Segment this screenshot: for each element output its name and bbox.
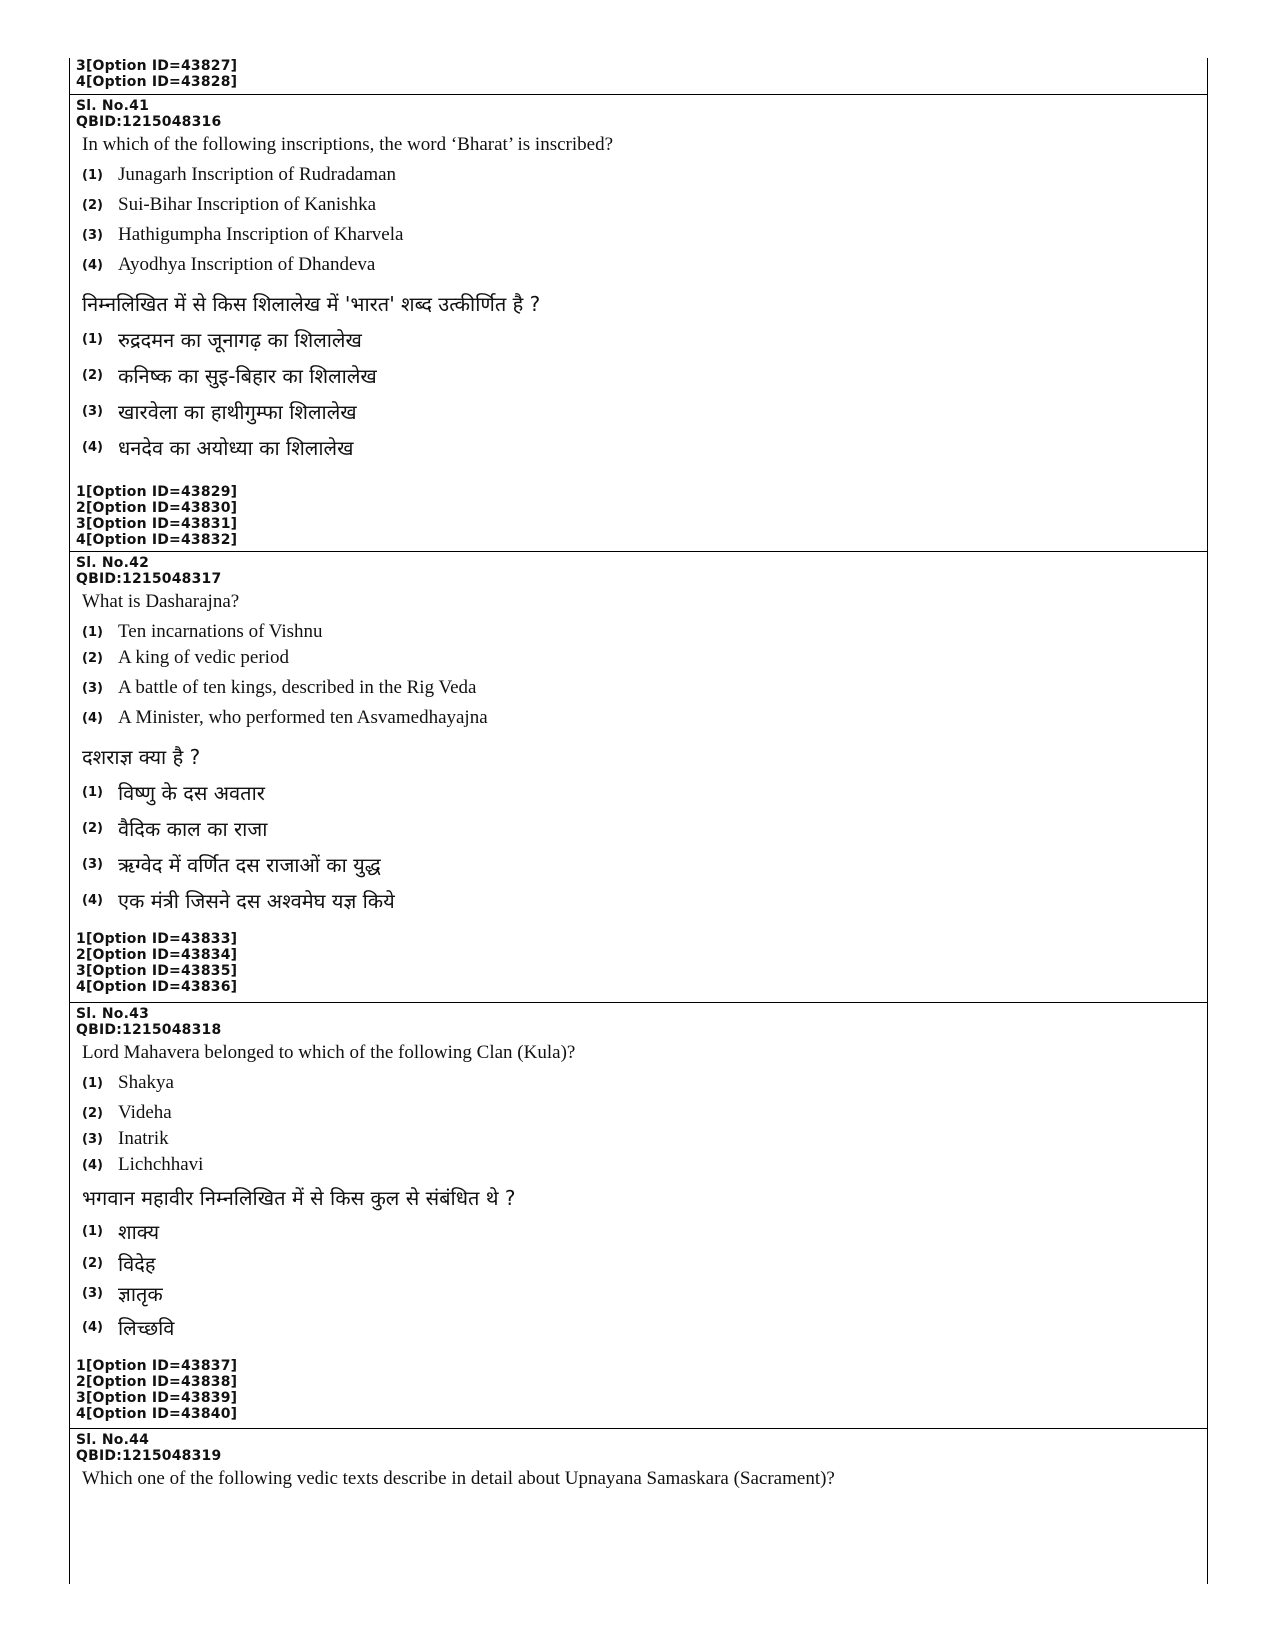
option-en-4 <box>82 707 488 729</box>
option-en-2 <box>82 194 376 216</box>
option-en-4 <box>82 1154 203 1176</box>
question-separator <box>70 1002 1207 1003</box>
option-number: (1) <box>82 332 103 347</box>
option-hi-1 <box>82 326 362 353</box>
option-id-line: 1[Option ID=43829] <box>76 484 238 500</box>
question-text-en: In which of the following inscriptions, the word ‘Bharat’ is inscribed? <box>82 134 613 155</box>
option-text: A Minister, who performed ten Asvamedhayajna <box>118 707 488 728</box>
option-en-3 <box>82 1128 169 1150</box>
option-hi-4 <box>82 1314 174 1341</box>
option-text: Lichchhavi <box>118 1154 204 1175</box>
question-text-hi: भगवान महावीर निम्नलिखित में से किस कुल से संबंधित थे ? <box>82 1186 516 1210</box>
question-text-en: Lord Mahavera belonged to which of the following Clan (Kula)? <box>82 1042 576 1063</box>
option-en-1 <box>82 621 323 643</box>
option-hi-2 <box>82 362 377 389</box>
option-number: (2) <box>82 1105 103 1121</box>
option-text: Junagarh Inscription of Rudradaman <box>118 164 397 185</box>
option-hi-3 <box>82 398 357 425</box>
option-number: (2) <box>82 368 103 383</box>
option-id-line: 2[Option ID=43834] <box>76 947 238 963</box>
option-text: A king of vedic period <box>118 647 289 668</box>
option-number: (2) <box>82 821 103 836</box>
option-id-line: 4[Option ID=43832] <box>76 532 238 548</box>
option-id-line: 3[Option ID=43835] <box>76 963 238 979</box>
option-number: (3) <box>82 857 103 872</box>
option-id-line: 3[Option ID=43839] <box>76 1390 238 1406</box>
option-hi-1 <box>82 1218 159 1245</box>
option-number: (2) <box>82 1256 103 1271</box>
option-hi-4 <box>82 434 353 461</box>
option-number: (3) <box>82 227 103 243</box>
option-id-line: 4[Option ID=43840] <box>76 1406 238 1422</box>
question-text-hi: दशराज्ञ क्या है ? <box>82 745 201 769</box>
option-en-1 <box>82 164 396 186</box>
option-number: (3) <box>82 680 103 696</box>
question-text-en: Which one of the following vedic texts describe in detail about Upnayana Samaskara (Sacrament)? <box>82 1468 835 1489</box>
question-separator <box>70 551 1207 552</box>
option-en-3 <box>82 224 403 246</box>
option-hi-1 <box>82 779 265 806</box>
option-text: विष्णु के दस अवतार <box>118 781 265 805</box>
option-text: धनदेव का अयोध्या का शिलालेख <box>118 436 354 460</box>
option-number: (2) <box>82 197 103 213</box>
option-hi-4 <box>82 887 395 914</box>
serial-number: Sl. No.43 <box>76 1006 150 1022</box>
option-id-line: 1[Option ID=43837] <box>76 1358 238 1374</box>
option-text: ऋग्वेद में वर्णित दस राजाओं का युद्ध <box>118 853 381 877</box>
option-id-line: 4[Option ID=43836] <box>76 979 238 995</box>
question-text-hi: निम्नलिखित में से किस शिलालेख में 'भारत' शब्द उत्कीर्णित है ? <box>82 292 541 316</box>
option-number: (1) <box>82 1075 103 1091</box>
option-id-line: 3[Option ID=43827] <box>76 58 238 74</box>
question-separator <box>70 1428 1207 1429</box>
option-number: (3) <box>82 1286 103 1301</box>
option-text: A battle of ten kings, described in the Rig Veda <box>118 677 477 698</box>
option-hi-3 <box>82 1280 163 1307</box>
question-text-en: What is Dasharajna? <box>82 591 240 612</box>
option-number: (4) <box>82 257 103 273</box>
question-paper-frame <box>69 58 1208 1584</box>
qbid: QBID:1215048317 <box>76 571 222 587</box>
option-hi-2 <box>82 1250 156 1277</box>
option-text: एक मंत्री जिसने दस अश्वमेघ यज्ञ किये <box>118 889 395 913</box>
option-id-line: 3[Option ID=43831] <box>76 516 238 532</box>
option-number: (4) <box>82 440 103 455</box>
option-number: (1) <box>82 167 103 183</box>
option-text: Hathigumpha Inscription of Kharvela <box>118 224 404 245</box>
option-en-3 <box>82 677 476 699</box>
option-number: (1) <box>82 624 103 640</box>
option-text: Ten incarnations of Vishnu <box>118 621 323 642</box>
option-text: Sui-Bihar Inscription of Kanishka <box>118 194 377 215</box>
option-text: लिच्छवि <box>118 1316 175 1340</box>
qbid: QBID:1215048318 <box>76 1022 222 1038</box>
option-number: (3) <box>82 404 103 419</box>
option-number: (4) <box>82 1157 103 1173</box>
option-id-line: 2[Option ID=43838] <box>76 1374 238 1390</box>
option-hi-2 <box>82 815 267 842</box>
option-number: (1) <box>82 785 103 800</box>
option-text: खारवेला का हाथीगुम्फा शिलालेख <box>118 400 357 424</box>
option-id-line: 2[Option ID=43830] <box>76 500 238 516</box>
option-text: Ayodhya Inscription of Dhandeva <box>118 254 376 275</box>
option-id-line: 4[Option ID=43828] <box>76 74 238 90</box>
option-number: (4) <box>82 710 103 726</box>
option-hi-3 <box>82 851 381 878</box>
serial-number: Sl. No.41 <box>76 98 150 114</box>
option-text: कनिष्क का सुइ-बिहार का शिलालेख <box>118 364 377 388</box>
option-number: (3) <box>82 1131 103 1147</box>
serial-number: Sl. No.42 <box>76 555 150 571</box>
option-id-line: 1[Option ID=43833] <box>76 931 238 947</box>
qbid: QBID:1215048319 <box>76 1448 222 1464</box>
option-text: वैदिक काल का राजा <box>118 817 268 841</box>
qbid: QBID:1215048316 <box>76 114 222 130</box>
option-text: Videha <box>118 1102 172 1123</box>
option-text: Shakya <box>118 1072 174 1093</box>
option-en-4 <box>82 254 375 276</box>
option-text: शाक्य <box>118 1220 160 1244</box>
question-separator <box>70 94 1207 95</box>
option-en-2 <box>82 1102 172 1124</box>
option-text: ज्ञातृक <box>118 1282 163 1306</box>
option-text: विदेह <box>118 1252 156 1276</box>
option-en-1 <box>82 1072 174 1094</box>
option-text: रुद्रदमन का जूनागढ़ का शिलालेख <box>118 328 362 352</box>
option-number: (1) <box>82 1224 103 1239</box>
option-number: (4) <box>82 1320 103 1335</box>
option-text: Inatrik <box>118 1128 169 1149</box>
option-number: (4) <box>82 893 103 908</box>
option-en-2 <box>82 647 289 669</box>
option-number: (2) <box>82 650 103 666</box>
serial-number: Sl. No.44 <box>76 1432 150 1448</box>
